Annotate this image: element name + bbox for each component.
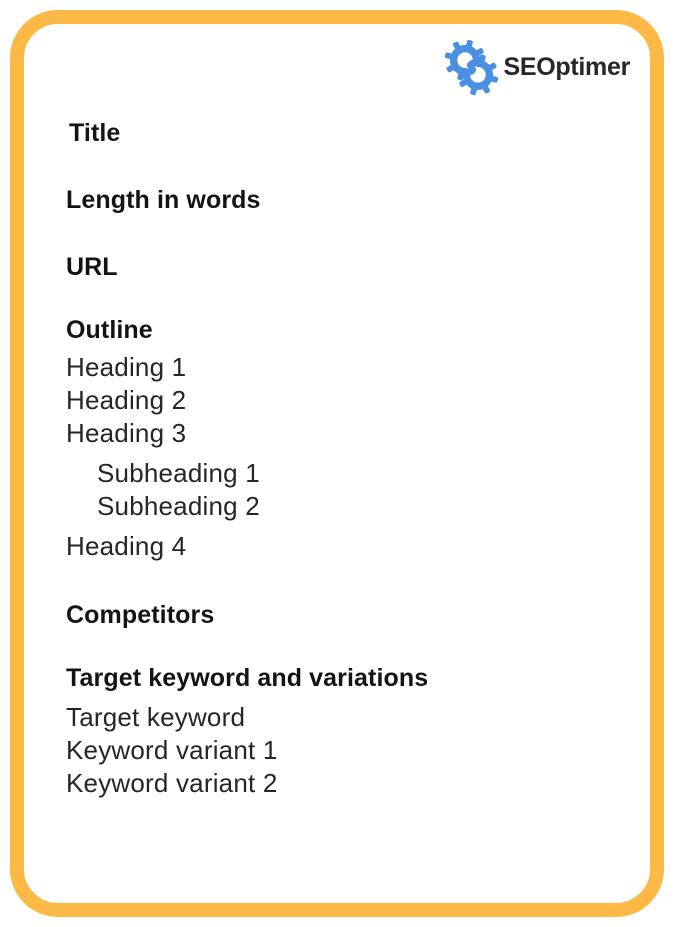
section-target-keyword-variations: Target keyword and variations — [66, 664, 429, 692]
field-title: Title — [69, 119, 121, 147]
keyword-variant-1: Keyword variant 1 — [66, 735, 278, 765]
keyword-variant-2: Keyword variant 2 — [66, 768, 278, 798]
outline-heading-4: Heading 4 — [66, 531, 187, 561]
outline-heading-3: Heading 3 — [66, 418, 187, 448]
seoptimer-gear-icon — [444, 40, 499, 95]
outline-subheading-2: Subheading 2 — [97, 491, 260, 521]
outline-heading-1: Heading 1 — [66, 352, 187, 382]
template-content — [66, 117, 626, 800]
outline-heading-2: Heading 2 — [66, 385, 187, 415]
section-outline: Outline — [66, 316, 153, 344]
brand-name: SEOptimer — [503, 53, 630, 81]
section-competitors: Competitors — [66, 601, 215, 629]
seoptimer-logo — [444, 40, 631, 95]
field-url: URL — [66, 253, 118, 281]
outline-subheading-1: Subheading 1 — [97, 458, 260, 488]
keyword-target: Target keyword — [66, 702, 246, 732]
field-length-in-words: Length in words — [66, 186, 261, 214]
